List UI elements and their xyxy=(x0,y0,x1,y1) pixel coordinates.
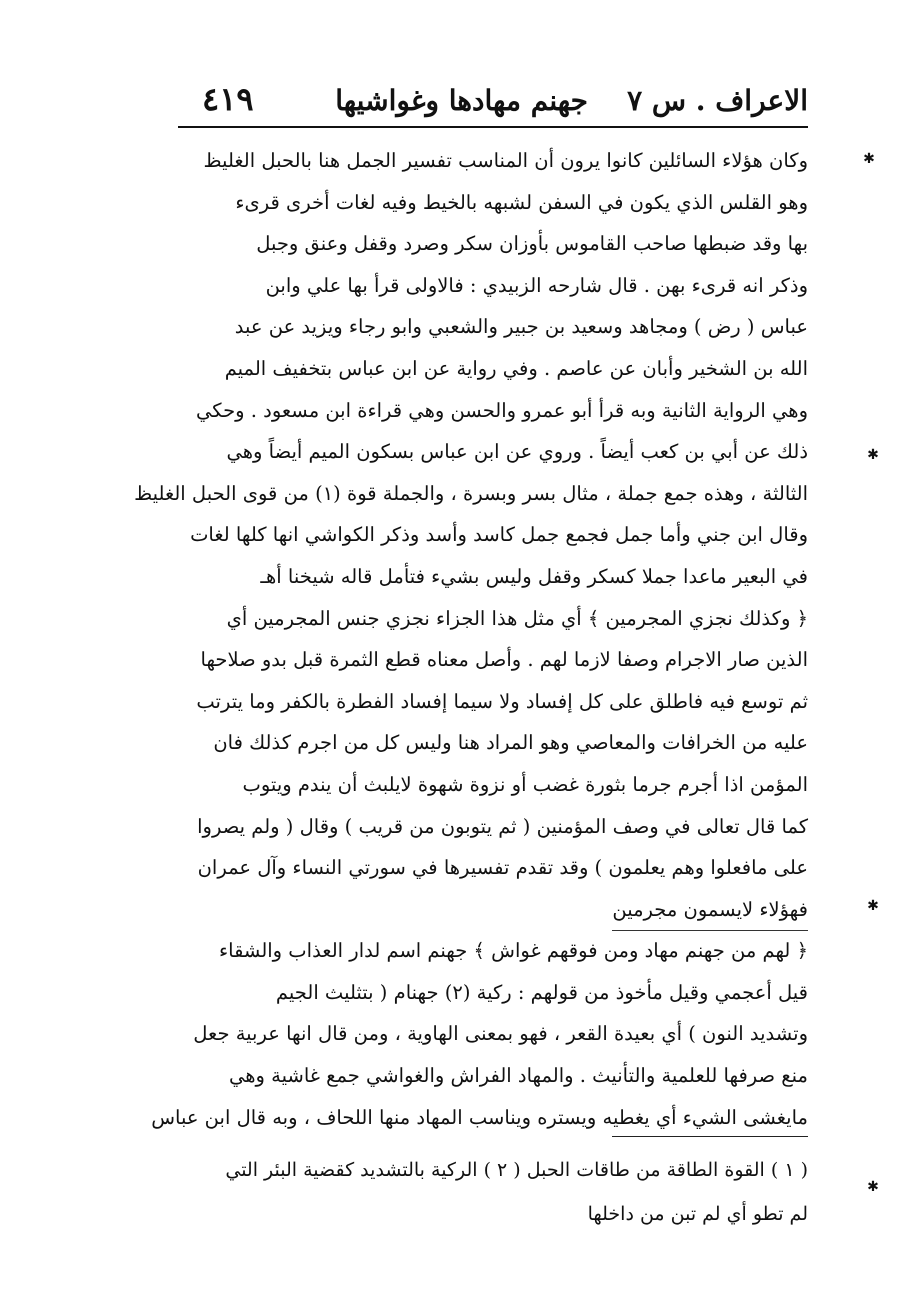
text-line: في البعير ماعدا جملا كسكر وقفل وليس بشيء فتأمل قاله شيخنا أهـ xyxy=(260,564,808,588)
text-line: على مافعلوا وهم يعلمون ) وقد تقدم تفسيرها في سورتي النساء وآل عمران xyxy=(197,856,808,880)
page-header xyxy=(178,80,808,128)
text-line: وهو القلس الذي يكون في السفن لشبهه بالخيط وفيه لغات أخرى قرىء xyxy=(235,190,808,214)
text-line: ﴿ وكذلك نجزي المجرمين ﴾ أي مثل هذا الجزاء نجزي جنس المجرمين أي xyxy=(226,606,808,630)
text-line: عليه من الخرافات والمعاصي وهو المراد هنا وليس كل من اجرم كذلك فان xyxy=(213,731,808,755)
paragraph-end-text: فهؤلاء لايسمون مجرمين xyxy=(612,889,808,932)
text-line: كما قال تعالى في وصف المؤمنين ( ثم يتوبون من قريب ) وقال ( ولم يصروا xyxy=(197,814,808,838)
text-line: الله بن الشخير وأبان عن عاصم . وفي رواية عن ابن عباس بتخفيف الميم xyxy=(224,356,808,380)
text-line: قيل أعجمي وقيل مأخوذ من قولهم : ركية (٢) جهنام ( بتثليث الجيم xyxy=(275,980,808,1004)
body-text xyxy=(134,140,808,1138)
text-line: الثالثة ، وهذه جمع جملة ، مثال بسر وبسرة ، والجملة قوة (١) من قوى الحبل الغليظ xyxy=(134,481,808,505)
binding-hole-mark-icon xyxy=(862,152,876,166)
text-line: عباس ( رض ) ومجاهد وسعيد بن جبير والشعبي وابو رجاء ويزيد عن عبد xyxy=(234,315,808,339)
binding-hole-mark-icon xyxy=(866,899,880,913)
binding-hole-mark-icon xyxy=(866,448,880,462)
page-number: ٤١٩ xyxy=(202,80,254,118)
text-line: ثم توسع فيه فاطلق على كل إفساد ولا سيما إفساد الفطرة بالكفر وما يترتب xyxy=(196,689,808,713)
text-line: الذين صار الاجرام وصفا لازما لهم . وأصل معناه قطع الثمرة قبل بدو صلاحها xyxy=(200,648,808,672)
running-title: الاعراف . س ٧ xyxy=(627,84,808,117)
footnote-divider xyxy=(612,1136,808,1137)
text-line: وتشديد النون ) أي بعيدة القعر ، فهو بمعنى الهاوية ، ومن قال انها عربية جعل xyxy=(193,1022,808,1046)
text-line: بها وقد ضبطها صاحب القاموس بأوزان سكر وصرد وقفل وعنق وجبل xyxy=(256,232,808,256)
text-line: المؤمن اذا أجرم جرما بثورة غضب أو نزوة شهوة لايلبث أن يندم ويتوب xyxy=(242,772,808,796)
text-line: وكان هؤلاء السائلين كانوا يرون أن المناسب تفسير الجمل هنا بالحبل الغليظ xyxy=(203,149,808,172)
footnote-line: ( ١ ) القوة الطاقة من طاقات الحبل ( ٢ ) الركية بالتشديد كقضية البئر التي xyxy=(225,1159,808,1181)
text-line: وذكر انه قرىء بهن . قال شارحه الزبيدي : فالاولى قرأ بها علي وابن xyxy=(265,273,808,297)
text-line xyxy=(176,889,808,931)
text-line: وهي الرواية الثانية وبه قرأ أبو عمرو والحسن وهي قراءة ابن مسعود . وحكي xyxy=(196,398,808,422)
footnotes xyxy=(176,1148,808,1236)
text-line: ذلك عن أبي بن كعب أيضاً . وروي عن ابن عباس بسكون الميم أيضاً وهي xyxy=(226,440,808,464)
footnote-line: لم تطو أي لم تبن من داخلها xyxy=(587,1203,808,1225)
text-line: وقال ابن جني وأما جمل فجمع جمل كاسد وأسد وذكر الكواشي انها كلها لغات xyxy=(190,523,808,547)
chapter-title: جهنم مهادها وغواشيها xyxy=(335,84,588,117)
text-line: ﴿ لهم من جهنم مهاد ومن فوقهم غواش ﴾ جهنم اسم لدار العذاب والشقاء xyxy=(218,939,808,963)
text-line: مايغشى الشيء أي يغطيه ويستره ويناسب المهاد منها اللحاف ، وبه قال ابن عباس xyxy=(151,1105,808,1129)
text-line: منع صرفها للعلمية والتأنيث . والمهاد الفراش والغواشي جمع غاشية وهي xyxy=(228,1064,808,1088)
binding-hole-mark-icon xyxy=(866,1180,880,1194)
